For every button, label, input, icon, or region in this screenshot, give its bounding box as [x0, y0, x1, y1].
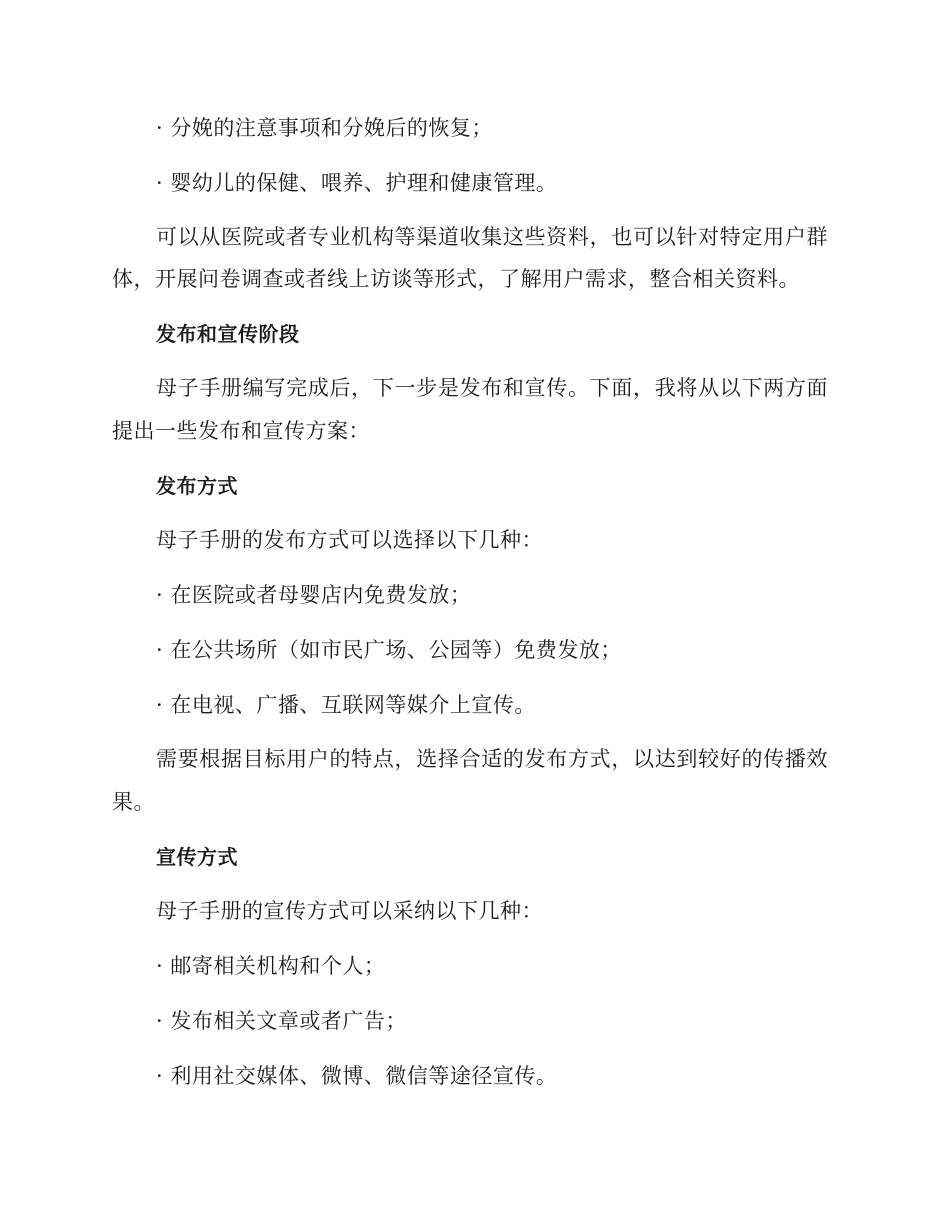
- subsection-heading: 宣传方式: [156, 845, 238, 869]
- paragraph-line: 可以从医院或者专业机构等渠道收集这些资料，也可以针对特定用户群: [156, 225, 828, 249]
- paragraph-line: 需要根据目标用户的特点，选择合适的发布方式，以达到较好的传播效: [156, 747, 828, 771]
- paragraph-line: 母子手册编写完成后，下一步是发布和宣传。下面，我将从以下两方面: [156, 376, 828, 400]
- bullet-item: · 分娩的注意事项和分娩后的恢复；: [156, 116, 493, 140]
- section-heading: 发布和宣传阶段: [156, 322, 300, 346]
- bullet-item: · 婴幼儿的保健、喂养、护理和健康管理。: [156, 171, 558, 195]
- paragraph-line: 母子手册的宣传方式可以采纳以下几种：: [156, 899, 543, 923]
- bullet-item: · 在医院或者母婴店内免费发放；: [156, 583, 472, 607]
- bullet-item: · 在电视、广播、互联网等媒介上宣传。: [156, 693, 536, 717]
- bullet-item: · 发布相关文章或者广告；: [156, 1009, 407, 1033]
- bullet-item: · 在公共场所（如市民广场、公园等）免费发放；: [156, 638, 622, 662]
- bullet-item: · 利用社交媒体、微博、微信等途径宣传。: [156, 1064, 558, 1088]
- subsection-heading: 发布方式: [156, 474, 238, 498]
- paragraph-line: 体，开展问卷调查或者线上访谈等形式，了解用户需求，整合相关资料。: [112, 267, 800, 291]
- bullet-item: · 邮寄相关机构和个人；: [156, 954, 386, 978]
- paragraph-line: 果。: [112, 790, 155, 814]
- paragraph-line: 提出一些发布和宣传方案：: [112, 419, 370, 443]
- paragraph-line: 母子手册的发布方式可以选择以下几种：: [156, 528, 543, 552]
